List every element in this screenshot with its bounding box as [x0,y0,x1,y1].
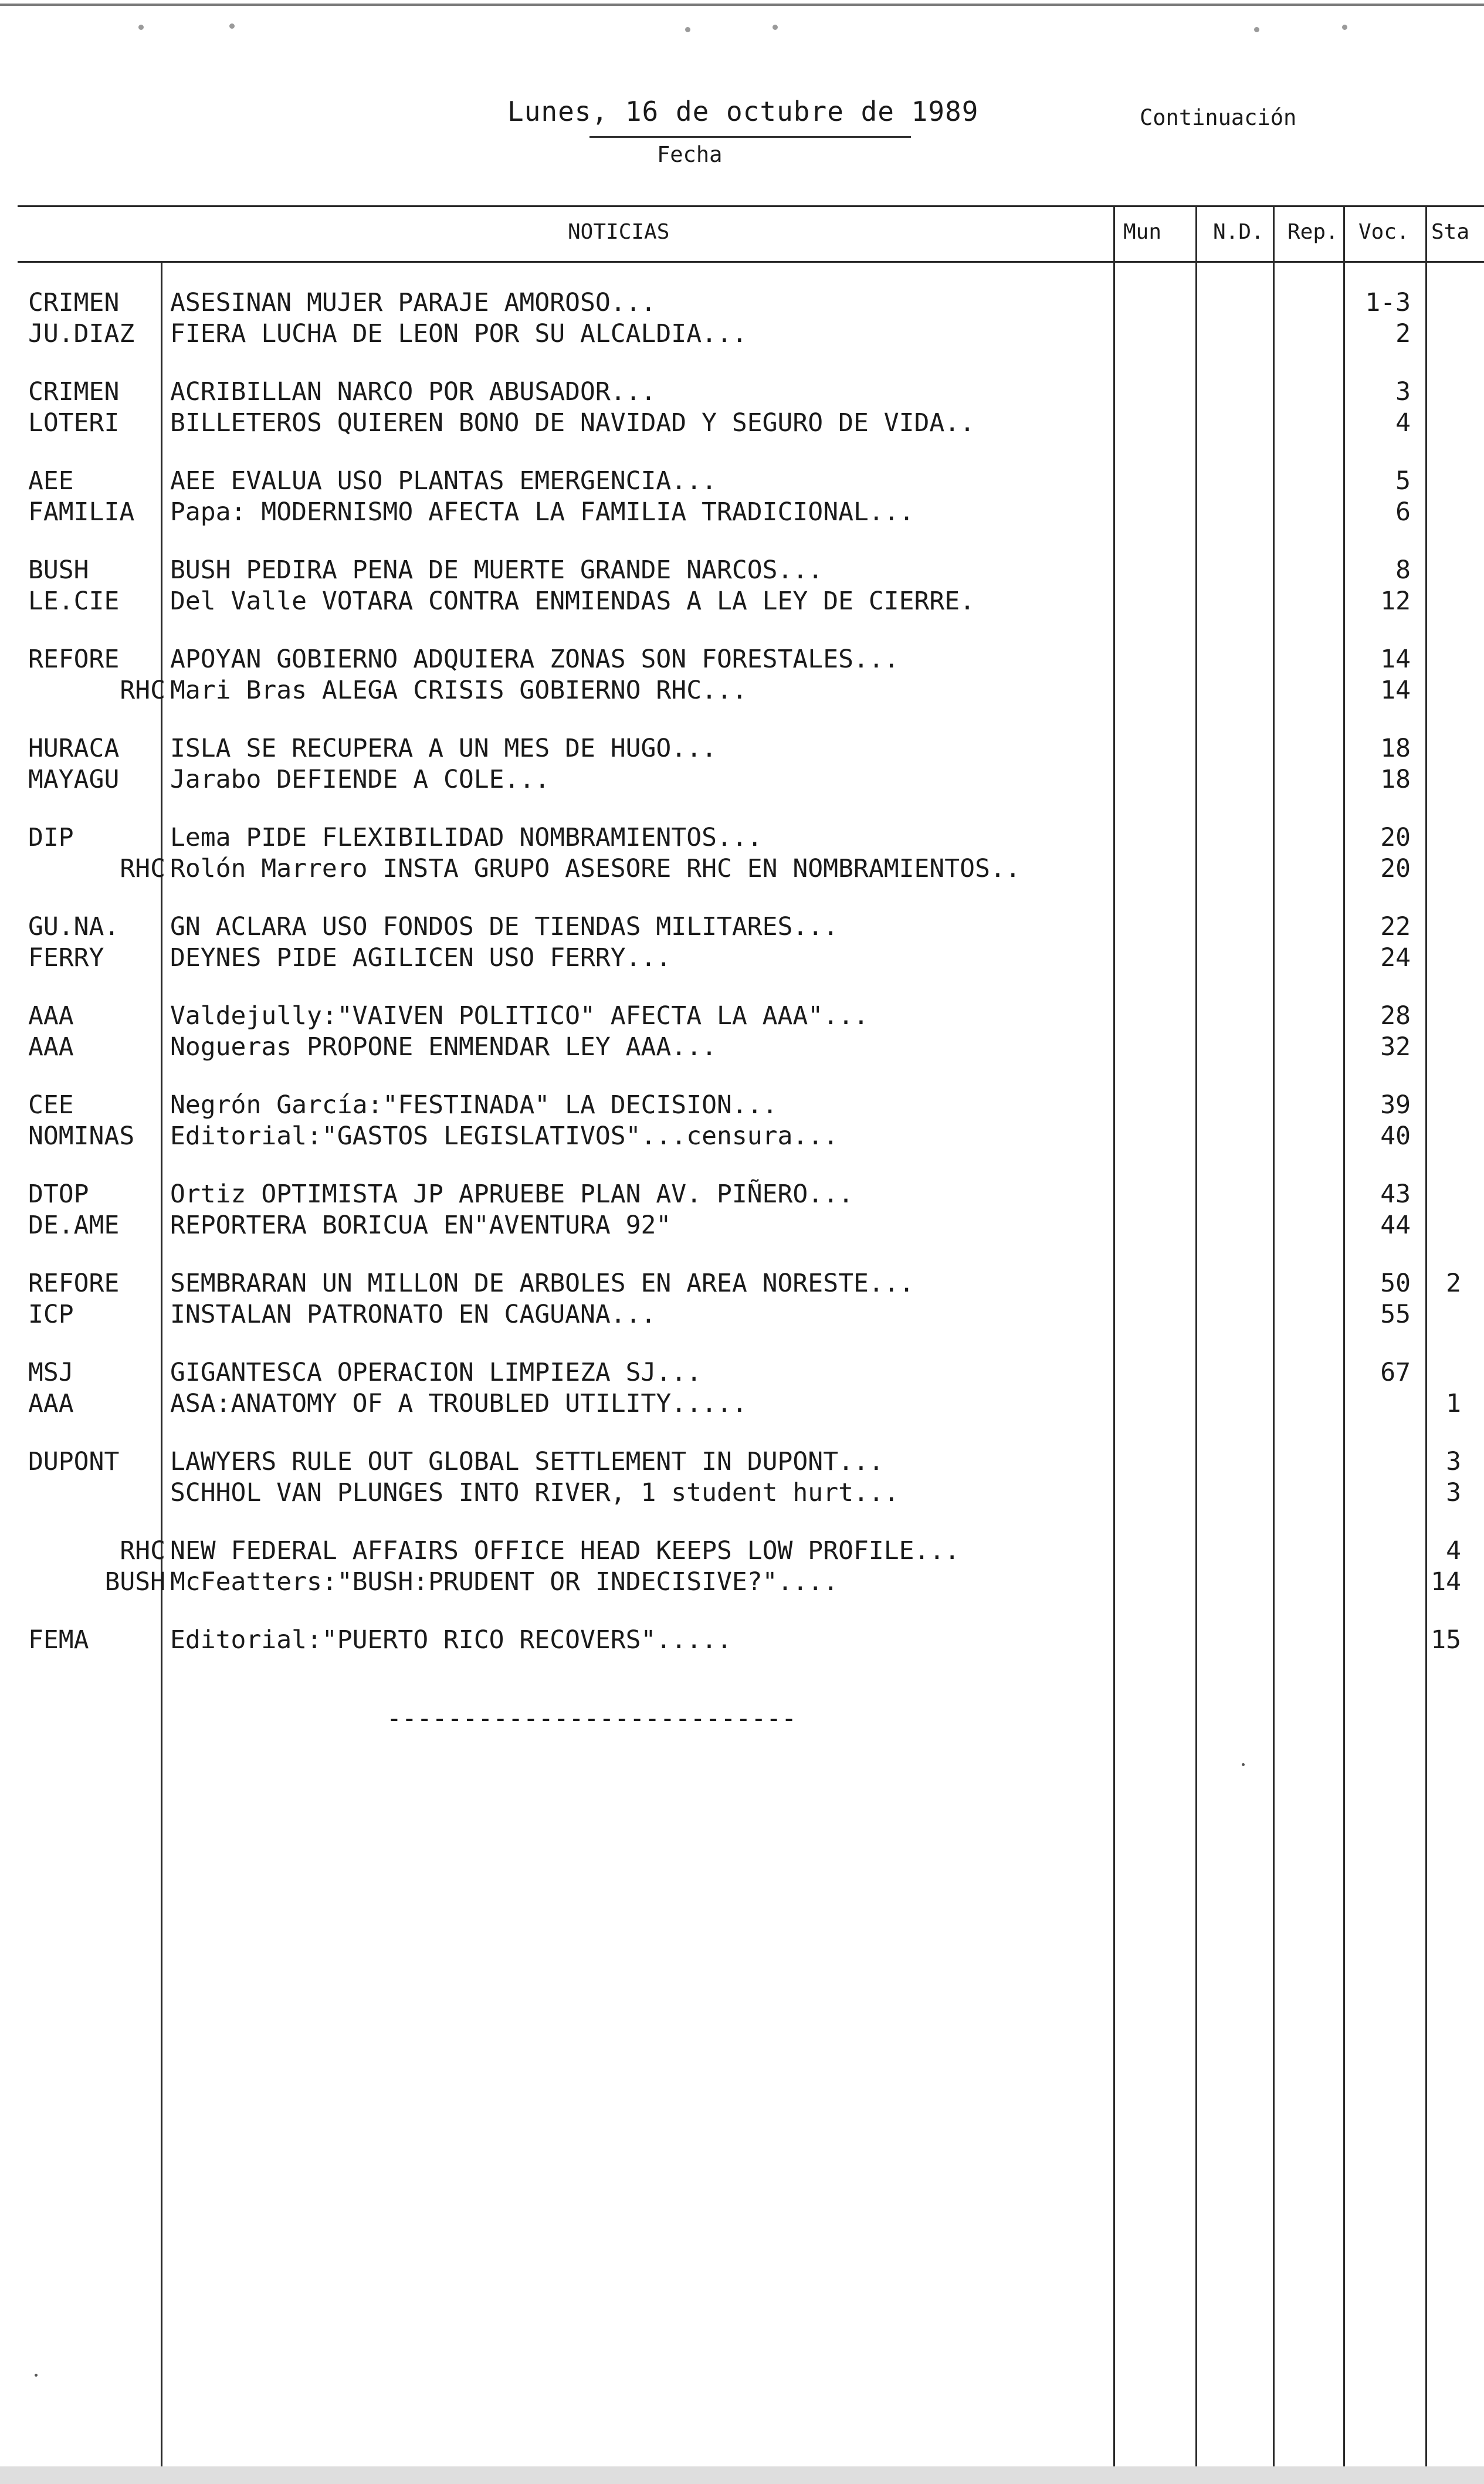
row-headline: Nogueras PROPONE ENMENDAR LEY AAA... [170,1032,717,1062]
table-row [0,1089,1484,1121]
table-row [0,1000,1484,1032]
row-headline: GN ACLARA USO FONDOS DE TIENDAS MILITARES... [170,912,839,941]
row-tag: HURACA [28,734,120,763]
row-tag: RHC [120,1536,165,1565]
table-row [0,318,1484,350]
row-headline: DEYNES PIDE AGILICEN USO FERRY... [170,943,672,972]
row-voc: 18 [1380,765,1411,794]
top-edge-line [0,4,1484,6]
end-separator: --------------------------- [387,1704,797,1733]
row-headline: Rolón Marrero INSTA GRUPO ASESORE RHC EN NOMBRAMIENTOS.. [170,854,1021,883]
row-voc: 14 [1380,676,1411,705]
row-headline: ACRIBILLAN NARCO POR ABUSADOR... [170,377,656,406]
row-headline: Lema PIDE FLEXIBILIDAD NOMBRAMIENTOS... [170,823,763,852]
row-star: 15 [1431,1625,1461,1655]
date-caption: Fecha [657,142,723,167]
row-tag: BUSH [28,555,89,585]
row-tag: DTOP [28,1180,89,1209]
table-row [0,1120,1484,1153]
table-row [0,643,1484,676]
row-tag: DE.AME [28,1211,120,1240]
table-row [0,376,1484,408]
table-row [0,465,1484,497]
row-star: 4 [1446,1536,1461,1565]
row-headline: Ortiz OPTIMISTA JP APRUEBE PLAN AV. PIÑERO... [170,1180,853,1209]
row-tag: FERRY [28,943,104,972]
row-tag: REFORE [28,645,120,674]
row-voc: 14 [1380,645,1411,674]
table-row [0,822,1484,854]
table-row [0,1178,1484,1211]
row-tag: LOTERI [28,408,120,438]
row-tag: JU.DIAZ [28,319,135,348]
row-star: 1 [1446,1389,1461,1418]
row-voc: 18 [1380,734,1411,763]
table-row [0,942,1484,974]
row-tag: AAA [28,1389,74,1418]
col-header-noticias: NOTICIAS [568,220,670,244]
row-tag: RHC [120,854,165,883]
column-divider [1343,205,1345,2466]
row-tag: RHC [120,676,165,705]
date-underline [589,136,911,138]
table-row [0,1388,1484,1420]
row-tag: MSJ [28,1358,74,1387]
punch-mark [229,23,235,29]
row-headline: BUSH PEDIRA PENA DE MUERTE GRANDE NARCOS... [170,555,824,585]
row-voc: 67 [1380,1358,1411,1387]
table-row [0,1268,1484,1300]
scan-speck [1242,1763,1245,1766]
row-voc: 12 [1380,587,1411,616]
row-headline: Editorial:"GASTOS LEGISLATIVOS"...censura... [170,1121,839,1151]
table-top-rule [18,205,1484,207]
table-row [0,585,1484,618]
row-voc: 39 [1380,1090,1411,1120]
table-row [0,675,1484,707]
col-header-star: Sta [1431,220,1470,244]
row-tag: DUPONT [28,1447,120,1476]
table-row [0,496,1484,528]
row-headline: Mari Bras ALEGA CRISIS GOBIERNO RHC... [170,676,747,705]
row-voc: 28 [1380,1001,1411,1031]
row-voc: 6 [1395,497,1411,527]
row-headline: Jarabo DEFIENDE A COLE... [170,765,550,794]
row-headline: SEMBRARAN UN MILLON DE ARBOLES EN AREA NORESTE... [170,1269,914,1298]
row-tag: LE.CIE [28,587,120,616]
row-tag: CRIMEN [28,377,120,406]
table-row [0,1566,1484,1598]
row-headline: APOYAN GOBIERNO ADQUIERA ZONAS SON FORESTALES... [170,645,899,674]
row-tag: DIP [28,823,74,852]
row-headline: Negrón García:"FESTINADA" LA DECISION... [170,1090,778,1120]
row-headline: AEE EVALUA USO PLANTAS EMERGENCIA... [170,466,717,496]
column-divider [1195,205,1197,2466]
row-voc: 20 [1380,854,1411,883]
row-star: 3 [1446,1478,1461,1507]
punch-mark [138,25,144,30]
table-row [0,1446,1484,1478]
row-tag: CEE [28,1090,74,1120]
row-headline: McFeatters:"BUSH:PRUDENT OR INDECISIVE?".... [170,1567,839,1597]
col-header-nd: N.D. [1213,220,1264,244]
column-divider [1113,205,1115,2466]
row-headline: ASA:ANATOMY OF A TROUBLED UTILITY..... [170,1389,747,1418]
row-tag: CRIMEN [28,288,120,317]
table-row [0,287,1484,319]
row-headline: NEW FEDERAL AFFAIRS OFFICE HEAD KEEPS LOW PROFILE... [170,1536,960,1565]
row-voc: 55 [1380,1300,1411,1329]
row-headline: INSTALAN PATRONATO EN CAGUANA... [170,1300,656,1329]
row-voc: 4 [1395,408,1411,438]
col-header-rep: Rep. [1288,220,1339,244]
row-tag: REFORE [28,1269,120,1298]
column-divider [1425,205,1427,2466]
table-row [0,1477,1484,1509]
row-headline: FIERA LUCHA DE LEON POR SU ALCALDIA... [170,319,747,348]
row-star: 14 [1431,1567,1461,1597]
row-voc: 24 [1380,943,1411,972]
punch-mark [685,27,690,32]
row-headline: Valdejully:"VAIVEN POLITICO" AFECTA LA AAA"... [170,1001,869,1031]
table-row [0,911,1484,943]
table-row [0,1031,1484,1063]
row-voc: 1-3 [1365,288,1411,317]
row-star: 2 [1446,1269,1461,1298]
row-voc: 40 [1380,1121,1411,1151]
punch-mark [773,25,778,30]
row-tag: FEMA [28,1625,89,1655]
row-tag: AEE [28,466,74,496]
continuation-label: Continuación [1140,105,1297,130]
row-headline: ASESINAN MUJER PARAJE AMOROSO... [170,288,656,317]
row-headline: LAWYERS RULE OUT GLOBAL SETTLEMENT IN DUPONT... [170,1447,884,1476]
table-row [0,554,1484,587]
punch-mark [1254,27,1259,32]
table-row [0,1299,1484,1331]
bottom-edge-band [0,2466,1484,2484]
report-date: Lunes, 16 de octubre de 1989 [507,96,979,127]
table-row [0,733,1484,765]
column-divider [1273,205,1275,2466]
row-headline: BILLETEROS QUIEREN BONO DE NAVIDAD Y SEGURO DE VIDA.. [170,408,975,438]
row-headline: ISLA SE RECUPERA A UN MES DE HUGO... [170,734,717,763]
row-headline: SCHHOL VAN PLUNGES INTO RIVER, 1 student hurt... [170,1478,899,1507]
table-row [0,764,1484,796]
row-voc: 20 [1380,823,1411,852]
row-tag: NOMINAS [28,1121,135,1151]
row-star: 3 [1446,1447,1461,1476]
header-bottom-rule [18,261,1484,263]
row-headline: GIGANTESCA OPERACION LIMPIEZA SJ... [170,1358,702,1387]
table-row [0,1624,1484,1656]
row-tag: FAMILIA [28,497,135,527]
row-voc: 5 [1395,466,1411,496]
table-row [0,1209,1484,1242]
row-voc: 32 [1380,1032,1411,1062]
row-tag: GU.NA. [28,912,120,941]
row-voc: 3 [1395,377,1411,406]
table-row [0,407,1484,439]
row-headline: REPORTERA BORICUA EN"AVENTURA 92" [170,1211,672,1240]
col-header-mun: Mun [1123,220,1162,244]
row-tag: MAYAGU [28,765,120,794]
row-voc: 2 [1395,319,1411,348]
row-headline: Papa: MODERNISMO AFECTA LA FAMILIA TRADICIONAL... [170,497,914,527]
row-tag: BUSH [104,1567,165,1597]
row-voc: 50 [1380,1269,1411,1298]
row-tag: AAA [28,1032,74,1062]
row-headline: Editorial:"PUERTO RICO RECOVERS"..... [170,1625,732,1655]
col-header-voc: Voc. [1358,220,1410,244]
row-tag: AAA [28,1001,74,1031]
row-voc: 44 [1380,1211,1411,1240]
table-row [0,1535,1484,1567]
table-row [0,1357,1484,1389]
row-voc: 22 [1380,912,1411,941]
row-voc: 43 [1380,1180,1411,1209]
row-headline: Del Valle VOTARA CONTRA ENMIENDAS A LA LEY DE CIERRE. [170,587,975,616]
punch-mark [1342,25,1347,30]
row-tag: ICP [28,1300,74,1329]
table-row [0,853,1484,885]
row-voc: 8 [1395,555,1411,585]
scan-speck [35,2374,38,2377]
